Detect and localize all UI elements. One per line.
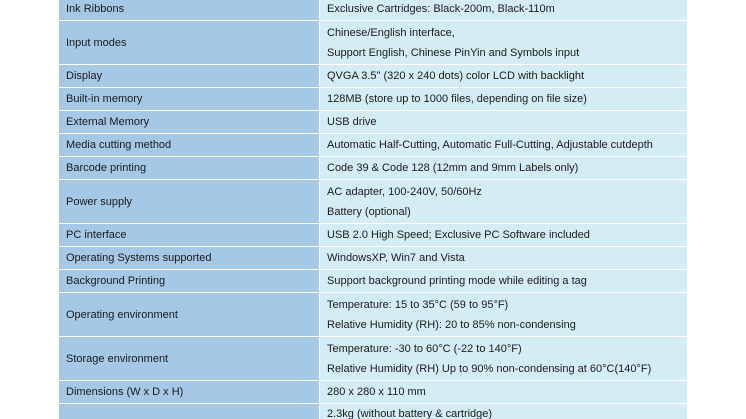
table-row bbox=[59, 381, 687, 404]
spec-value: Temperature: -30 to 60°C (-22 to 140°F) Relative Humidity (RH) Up to 90% non-condensing at 60°C(140°F) bbox=[320, 337, 687, 380]
spec-label: Storage environment bbox=[59, 337, 320, 380]
table-row bbox=[59, 65, 687, 88]
table-row bbox=[59, 270, 687, 293]
spec-label: Power supply bbox=[59, 180, 320, 223]
table-row bbox=[59, 88, 687, 111]
spec-label: External Memory bbox=[59, 111, 320, 133]
table-row bbox=[59, 111, 687, 134]
spec-table bbox=[59, 0, 687, 419]
spec-label: Operating Systems supported bbox=[59, 247, 320, 269]
spec-label: Built-in memory bbox=[59, 88, 320, 110]
spec-label: Operating environment bbox=[59, 293, 320, 336]
spec-value: 280 x 280 x 110 mm bbox=[320, 381, 687, 403]
spec-label: Background Printing bbox=[59, 270, 320, 292]
spec-label bbox=[59, 404, 320, 419]
table-row bbox=[59, 180, 687, 224]
spec-value: 2.3kg (without battery & cartridge) bbox=[320, 404, 687, 419]
table-row bbox=[59, 337, 687, 381]
spec-value: Code 39 & Code 128 (12mm and 9mm Labels only) bbox=[320, 157, 687, 179]
table-row bbox=[59, 157, 687, 180]
table-row bbox=[59, 404, 687, 419]
table-row bbox=[59, 0, 687, 21]
table-row bbox=[59, 293, 687, 337]
table-row bbox=[59, 21, 687, 65]
spec-value: Automatic Half-Cutting, Automatic Full-Cutting, Adjustable cutdepth bbox=[320, 134, 687, 156]
spec-label: Media cutting method bbox=[59, 134, 320, 156]
spec-value: Support background printing mode while editing a tag bbox=[320, 270, 687, 292]
spec-value: 128MB (store up to 1000 files, depending on file size) bbox=[320, 88, 687, 110]
spec-value: QVGA 3.5" (320 x 240 dots) color LCD with backlight bbox=[320, 65, 687, 87]
table-row bbox=[59, 224, 687, 247]
spec-label: PC interface bbox=[59, 224, 320, 246]
spec-value: Temperature: 15 to 35°C (59 to 95°F) Relative Humidity (RH): 20 to 85% non-condensing bbox=[320, 293, 687, 336]
spec-value: AC adapter, 100-240V, 50/60Hz Battery (optional) bbox=[320, 180, 687, 223]
spec-label: Dimensions (W x D x H) bbox=[59, 381, 320, 403]
spec-value: USB drive bbox=[320, 111, 687, 133]
table-row bbox=[59, 247, 687, 270]
spec-value: WindowsXP, Win7 and Vista bbox=[320, 247, 687, 269]
spec-value: Chinese/English interface, Support English, Chinese PinYin and Symbols input bbox=[320, 21, 687, 64]
spec-label: Ink Ribbons bbox=[59, 0, 320, 20]
spec-label: Display bbox=[59, 65, 320, 87]
spec-value: Exclusive Cartridges: Black-200m, Black-110m bbox=[320, 0, 687, 20]
spec-label: Barcode printing bbox=[59, 157, 320, 179]
spec-value: USB 2.0 High Speed; Exclusive PC Software included bbox=[320, 224, 687, 246]
spec-label: Input modes bbox=[59, 21, 320, 64]
table-row bbox=[59, 134, 687, 157]
